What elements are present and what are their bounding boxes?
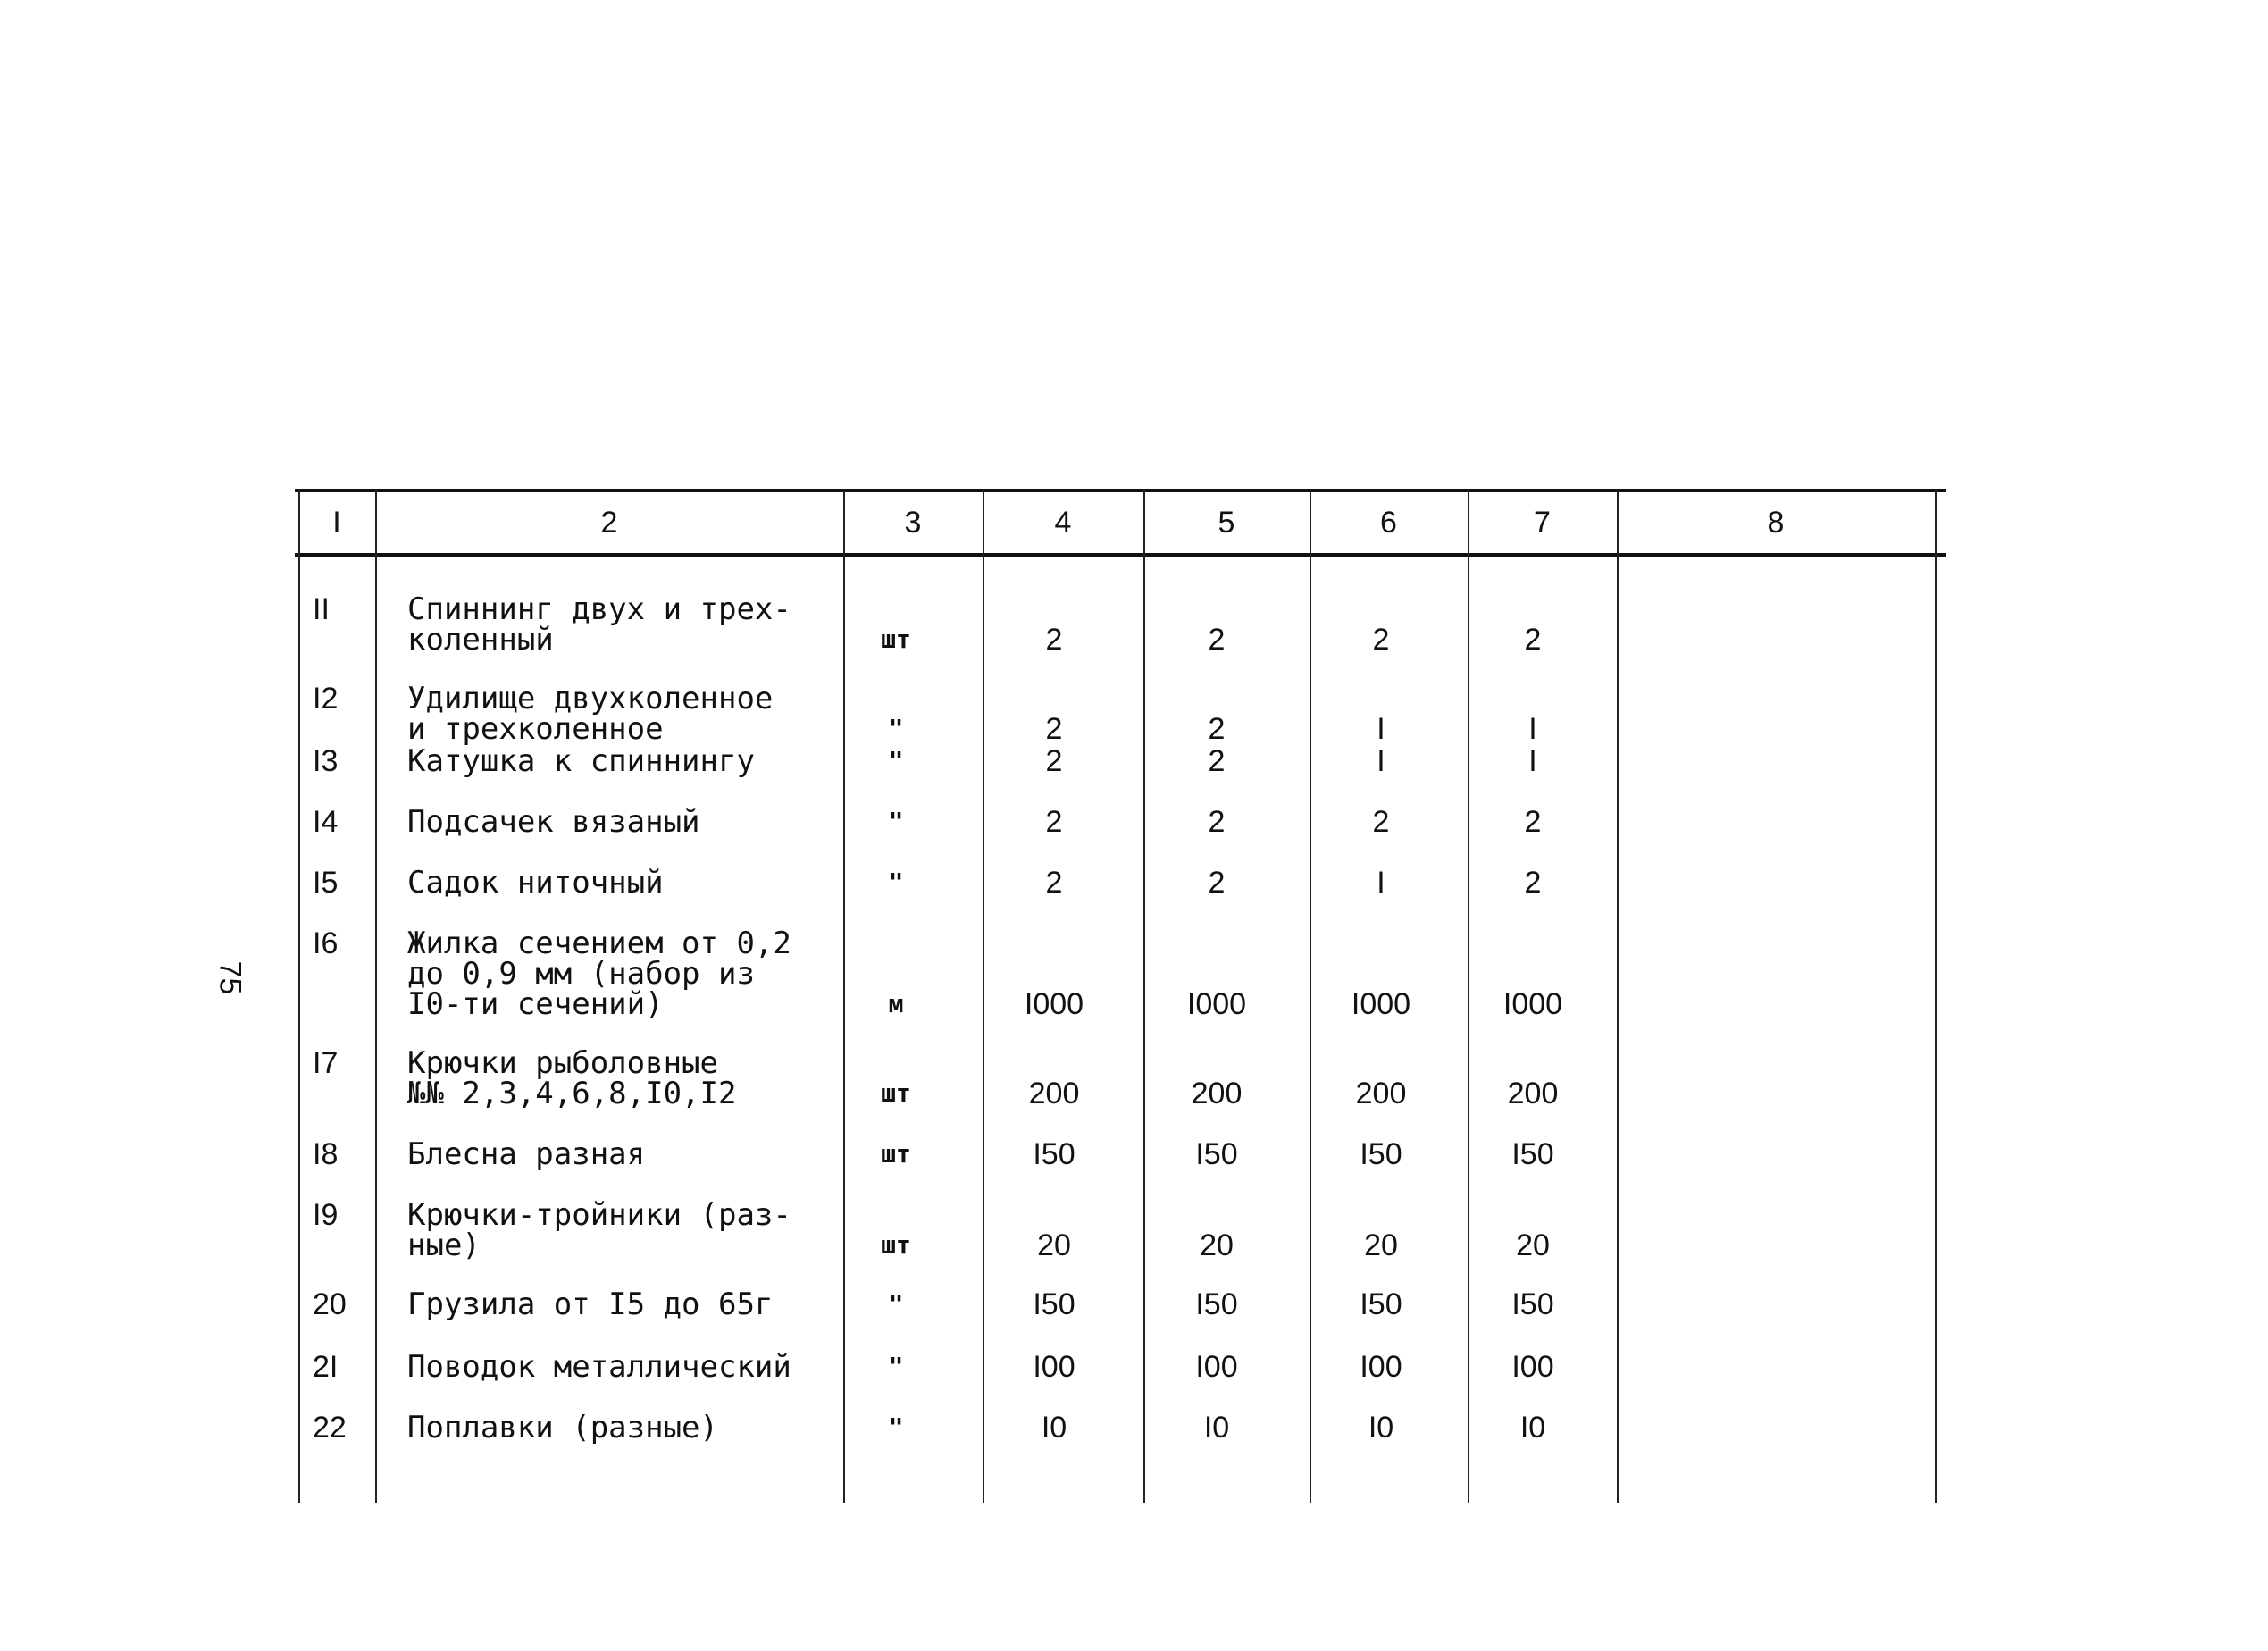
value-col-4: I0 xyxy=(1041,1411,1067,1445)
value-col-4: 2 xyxy=(1045,744,1063,778)
header-col-3: 3 xyxy=(904,506,922,540)
page-number: 75 xyxy=(213,960,247,995)
value-col-7: 200 xyxy=(1507,1077,1559,1110)
value-col-4: 2 xyxy=(1045,712,1063,746)
value-col-7: I0 xyxy=(1519,1411,1546,1445)
unit-cell: шт xyxy=(881,1078,911,1108)
row-number: I3 xyxy=(313,744,339,778)
value-col-4: 2 xyxy=(1045,623,1063,657)
item-name: Спиннинг двух и трех- коленный xyxy=(407,591,791,658)
table-top-rule xyxy=(295,489,1946,492)
value-col-5: I50 xyxy=(1195,1287,1238,1321)
item-name: Поводок металлический xyxy=(407,1349,791,1385)
value-col-5: 2 xyxy=(1208,623,1226,657)
value-col-5: 2 xyxy=(1208,712,1226,746)
row-number: II xyxy=(313,592,330,626)
row-number: I7 xyxy=(313,1046,339,1080)
unit-cell: м xyxy=(888,989,904,1018)
row-number: I4 xyxy=(313,805,339,839)
header-col-1: I xyxy=(332,506,341,540)
value-col-7: I50 xyxy=(1511,1137,1554,1171)
value-col-4: I50 xyxy=(1033,1137,1075,1171)
row-number: 22 xyxy=(313,1411,347,1445)
value-col-7: I00 xyxy=(1511,1350,1554,1384)
header-col-6: 6 xyxy=(1380,506,1397,540)
value-col-4: 20 xyxy=(1037,1228,1071,1262)
unit-cell: " xyxy=(888,867,904,897)
header-col-8: 8 xyxy=(1767,506,1785,540)
item-name: Блесна разная xyxy=(407,1136,646,1172)
column-divider xyxy=(1310,489,1311,1503)
value-col-6: 20 xyxy=(1364,1228,1398,1262)
item-name: Подсачек вязаный xyxy=(407,804,700,840)
value-col-4: I50 xyxy=(1033,1287,1075,1321)
value-col-5: 20 xyxy=(1200,1228,1234,1262)
value-col-7: I50 xyxy=(1511,1287,1554,1321)
value-col-5: 200 xyxy=(1191,1077,1243,1110)
value-col-6: I50 xyxy=(1360,1287,1402,1321)
column-divider xyxy=(1935,489,1937,1503)
value-col-5: 2 xyxy=(1208,866,1226,900)
value-col-5: I50 xyxy=(1195,1137,1238,1171)
unit-cell: " xyxy=(888,1289,904,1319)
value-col-5: I0 xyxy=(1203,1411,1230,1445)
column-divider xyxy=(1617,489,1619,1503)
item-name: Крючки-тройники (раз- ные) xyxy=(407,1197,791,1263)
value-col-4: I000 xyxy=(1024,987,1084,1021)
value-col-7: 20 xyxy=(1516,1228,1550,1262)
column-divider xyxy=(983,489,984,1503)
column-divider xyxy=(298,489,300,1503)
unit-cell: " xyxy=(888,1412,904,1442)
unit-cell: шт xyxy=(881,1139,911,1169)
item-name: Садок ниточный xyxy=(407,865,664,901)
value-col-7: 2 xyxy=(1524,805,1542,839)
value-col-4: 2 xyxy=(1045,805,1063,839)
value-col-6: 200 xyxy=(1355,1077,1407,1110)
unit-cell: шт xyxy=(881,1230,911,1260)
item-name: Жилка сечением от 0,2 до 0,9 мм (набор из I0-ти сечений) xyxy=(407,926,791,1022)
value-col-6: I50 xyxy=(1360,1137,1402,1171)
row-number: 20 xyxy=(313,1287,347,1321)
header-col-7: 7 xyxy=(1534,506,1551,540)
column-divider xyxy=(1143,489,1145,1503)
unit-cell: шт xyxy=(881,624,911,654)
value-col-6: I xyxy=(1377,866,1385,900)
row-number: 2I xyxy=(313,1350,339,1384)
value-col-5: I000 xyxy=(1186,987,1247,1021)
value-col-7: I000 xyxy=(1502,987,1563,1021)
value-col-6: 2 xyxy=(1372,805,1390,839)
value-col-4: 2 xyxy=(1045,866,1063,900)
header-col-2: 2 xyxy=(600,506,618,540)
value-col-4: 200 xyxy=(1028,1077,1080,1110)
column-divider xyxy=(375,489,377,1503)
table-header-rule xyxy=(295,553,1946,557)
item-name: Грузила от I5 до 65г xyxy=(407,1286,774,1322)
value-col-6: I xyxy=(1377,712,1385,746)
value-col-7: I xyxy=(1528,712,1537,746)
value-col-5: 2 xyxy=(1208,744,1226,778)
value-col-6: 2 xyxy=(1372,623,1390,657)
item-name: Удилище двухколенное и трехколенное xyxy=(407,681,774,747)
header-col-5: 5 xyxy=(1218,506,1235,540)
item-name: Катушка к спиннингу xyxy=(407,743,755,779)
value-col-7: 2 xyxy=(1524,866,1542,900)
item-name: Крючки рыболовные №№ 2,3,4,6,8,I0,I2 xyxy=(407,1045,737,1111)
value-col-5: I00 xyxy=(1195,1350,1238,1384)
unit-cell: " xyxy=(888,714,904,743)
column-divider xyxy=(1468,489,1469,1503)
row-number: I8 xyxy=(313,1137,339,1171)
value-col-6: I000 xyxy=(1351,987,1411,1021)
equipment-table xyxy=(295,489,1946,1503)
value-col-6: I00 xyxy=(1360,1350,1402,1384)
value-col-5: 2 xyxy=(1208,805,1226,839)
value-col-6: I xyxy=(1377,744,1385,778)
header-col-4: 4 xyxy=(1054,506,1072,540)
value-col-7: I xyxy=(1528,744,1537,778)
unit-cell: " xyxy=(888,746,904,775)
value-col-4: I00 xyxy=(1033,1350,1075,1384)
value-col-6: I0 xyxy=(1368,1411,1394,1445)
unit-cell: " xyxy=(888,1352,904,1381)
row-number: I5 xyxy=(313,866,339,900)
item-name: Поплавки (разные) xyxy=(407,1410,718,1446)
unit-cell: " xyxy=(888,807,904,836)
row-number: I9 xyxy=(313,1198,339,1232)
row-number: I6 xyxy=(313,926,339,960)
value-col-7: 2 xyxy=(1524,623,1542,657)
row-number: I2 xyxy=(313,682,339,716)
